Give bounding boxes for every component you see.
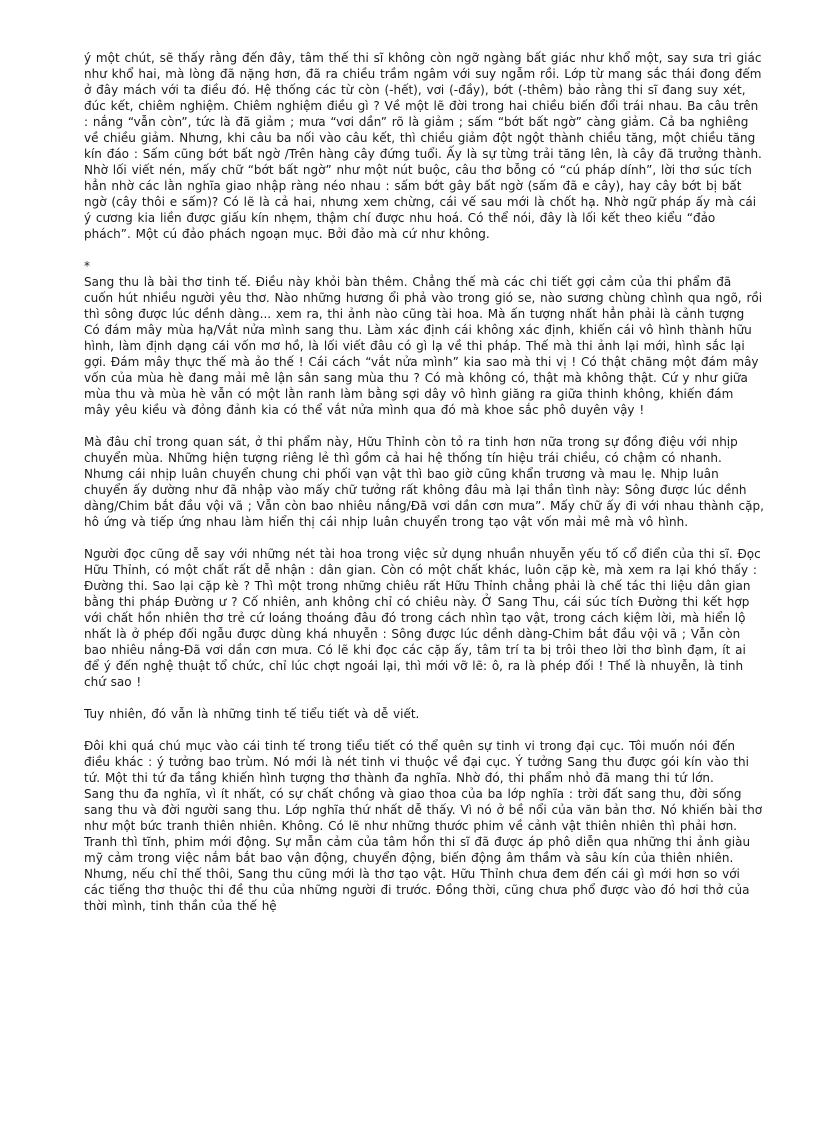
paragraph-5: Tuy nhiên, đó vẫn là những tinh tế tiểu tiết và dễ viết. [84, 707, 420, 721]
paragraph-2: Sang thu là bài thơ tinh tế. Điều này khỏi bàn thêm. Chẳng thế mà các chi tiết gợi cảm của thi phẩm đã cuốn hút nhiều người yêu thơ. Nào những hương ổi phả vào trong gió se, nào sương chùng chình qua ngõ, rồi thì sông được lúc dềnh dàng... xem ra, thi ảnh nào cũng tài hoa. Mà ấn tượng nhất hẳn phải là cảnh tượng Có đám mây mùa hạ/Vắt nửa mình sang thu. Làm xác định cái không xác định, khiến cái vô hình thành hữu hình, làm định dạng cái vốn mơ hồ, là lối viết đâu có gì lạ về thi pháp. Thế mà thi ảnh lại mới, hình sắc lại gợi. Đám mây thực thế mà ảo thế ! Cái cách “vắt nửa mình” kia sao mà thi vị ! Có thật chăng một đám mây vốn của mùa hè đang mải mê lận sân sang mùa thu ? Có mà không có, thật mà không thật. Cứ y như giữa mùa thu và mùa hè vẫn có một lằn ranh làm bằng sợi dây vô hình giăng ra giữa thinh không, khiến đám mây yêu kiều và đỏng đảnh kia có thể vắt nửa mình qua đó mà khoe sắc phô duyên vậy ! [84, 275, 763, 417]
paragraph-4: Người đọc cũng dễ say với những nét tài hoa trong việc sử dụng nhuần nhuyễn yếu tố cổ điển của thi sĩ. Đọc Hữu Thỉnh, có một chất rất dễ nhận : dân gian. Còn có một chất khác, luôn cặp kè, mà xem ra lại khó thấy : Đường thi. Sao lại cặp kè ? Thì một trong những chiêu rất Hữu Thỉnh chẳng phải là chế tác thi liệu dân gian bằng thi pháp Đường ư ? Cố nhiên, anh không chỉ có chiêu này. Ở Sang Thu, cái súc tích Đường thi kết hợp với chất hồn nhiên thơ trẻ cứ loáng thoáng đâu đó trong cách nhìn tạo vật, trong cách kiệm lời, mà hiển lộ nhất là ở phép đối ngẫu được dùng khá nhuyễn : Sông được lúc dềnh dàng-Chim bắt đầu vội vã ; Vẫn còn bao nhiêu nắng-Đã vơi dần cơn mưa. Có lẽ khi đọc các cặp ấy, tâm trí ta bị trôi theo lời thơ bình đạm, ít ai để ý đến nghệ thuật tổ chức, chỉ lúc chợt ngoái lại, thì mới vỡ lẽ: ô, ra là phép đối ! Thế là nhuyễn, là tinh chứ sao ! [84, 547, 761, 689]
paragraph-6: Đôi khi quá chú mục vào cái tinh tế trong tiểu tiết có thể quên sự tinh vi trong đại cục. Tôi muốn nói đến điều khác : ý tưởng bao trùm. Nó mới là nét tinh vi thuộc về đại cục. Ý tưởng Sang thu được gói kín vào thi tứ. Một thi tứ đa tầng khiến hình tượng thơ thành đa nghĩa. Nhờ đó, thi phẩm nhỏ đã mang thi tứ lớn. [84, 739, 749, 785]
document-page [84, 50, 764, 930]
section-separator: * [84, 259, 90, 273]
paragraph-7: Sang thu đa nghĩa, vì ít nhất, có sự chất chồng và giao thoa của ba lớp nghĩa : trời đất sang thu, đời sống sang thu và đời người sang thu. Lớp nghĩa thứ nhất dễ thấy. Vì nó ở bề nổi của văn bản thơ. Nó khiến bài thơ như một bức tranh thiên nhiên. Không. Có lẽ như những thước phim về cảnh vật thiên nhiên thì phải hơn. Tranh thì tĩnh, phim mới động. Sự mẫn cảm của tâm hồn thi sĩ đã được áp phô diễn qua những thi ảnh giàu mỹ cảm trong việc nắm bắt bao vận động, chuyển động, biến động âm thầm và sâu kín của thiên nhiên. Nhưng, nếu chỉ thế thôi, Sang thu cũng mới là thơ tạo vật. Hữu Thỉnh chưa đem đến cái gì mới hơn so với các tiếng thơ thuộc thi đề thu của những người đi trước. Đồng thời, cũng chưa phổ được vào đó hơi thở của thời mình, tinh thần của thế hệ [84, 787, 763, 913]
paragraph-3: Mà đâu chỉ trong quan sát, ở thi phẩm này, Hữu Thỉnh còn tỏ ra tinh hơn nữa trong sự đồng điệu với nhịp chuyển mùa. Những hiện tượng riêng lẻ thì gồm cả hai hệ thống tín hiệu trái chiều, có chậm có nhanh. Nhưng cái nhịp luân chuyển chung chi phối vạn vật thì bao giờ cũng khẩn trương và mau lẹ. Nhịp luân chuyển ấy dường như đã nhập vào mấy chữ tưởng rất không đâu mà lại thần tình này: Sông được lúc dềnh dàng/Chim bắt đầu vội vã ; Vẫn còn bao nhiêu nắng/Đã vơi dần cơn mưa”. Mấy chữ ấy đi với nhau thành cặp, hô ứng và tiếp ứng nhau làm hiển thị cái nhịp luân chuyển trong tạo vật vốn mải mê mà vô hình. [84, 435, 764, 529]
paragraph-1: ý một chút, sẽ thấy rằng đến đây, tâm thế thi sĩ không còn ngỡ ngàng bất giác như khổ một, say sưa tri giác như khổ hai, mà lòng đã nặng hơn, đã ra chiều trầm ngâm với suy ngẫm rồi. Lớp từ mang sắc thái đong đếm ở đây mách với ta điều đó. Hệ thống các từ còn (-hết), vơi (-đầy), bớt (-thêm) bảo rằng thi sĩ đang suy xét, đúc kết, chiêm nghiệm. Chiêm nghiệm điều gì ? Về một lẽ đời trong hai chiều biến đổi trái nhau. Ba câu trên : nắng “vẫn còn”, tức là đã giảm ; mưa “vơi dần” rõ là giảm ; sấm “bớt bất ngờ” càng giảm. Cả ba nghiêng về chiều giảm. Nhưng, khi câu ba nối vào câu kết, thì chiều giảm đột ngột thành chiều tăng, một chiều tăng kín đáo : Sấm cũng bớt bất ngờ /Trên hàng cây đứng tuổi. Ấy là sự từng trải tăng lên, là cây đã trưởng thành. Nhờ lối viết nén, mấy chữ “bớt bất ngờ” như một nút buộc, câu thơ bỗng có “cú pháp dính”, lời thơ súc tích hẳn nhờ các lằn nghĩa giao nhập ràng néo nhau : sấm bớt gây bất ngờ (sấm đã e cây), hay cây bớt bị bất ngờ (cây thôi e sấm)? Có lẽ là cả hai, nhưng xem chừng, cái vế sau mới là chốt hạ. Nhờ ngữ pháp ấy mà cái ý cương kia liền được giấu kín nhẹm, thậm chí được nhu hoá. Có thể nói, đây là lối kết theo kiểu “đảo phách”. Một cú đảo phách ngoạn mục. Bởi đảo mà cứ như không. [84, 51, 762, 241]
